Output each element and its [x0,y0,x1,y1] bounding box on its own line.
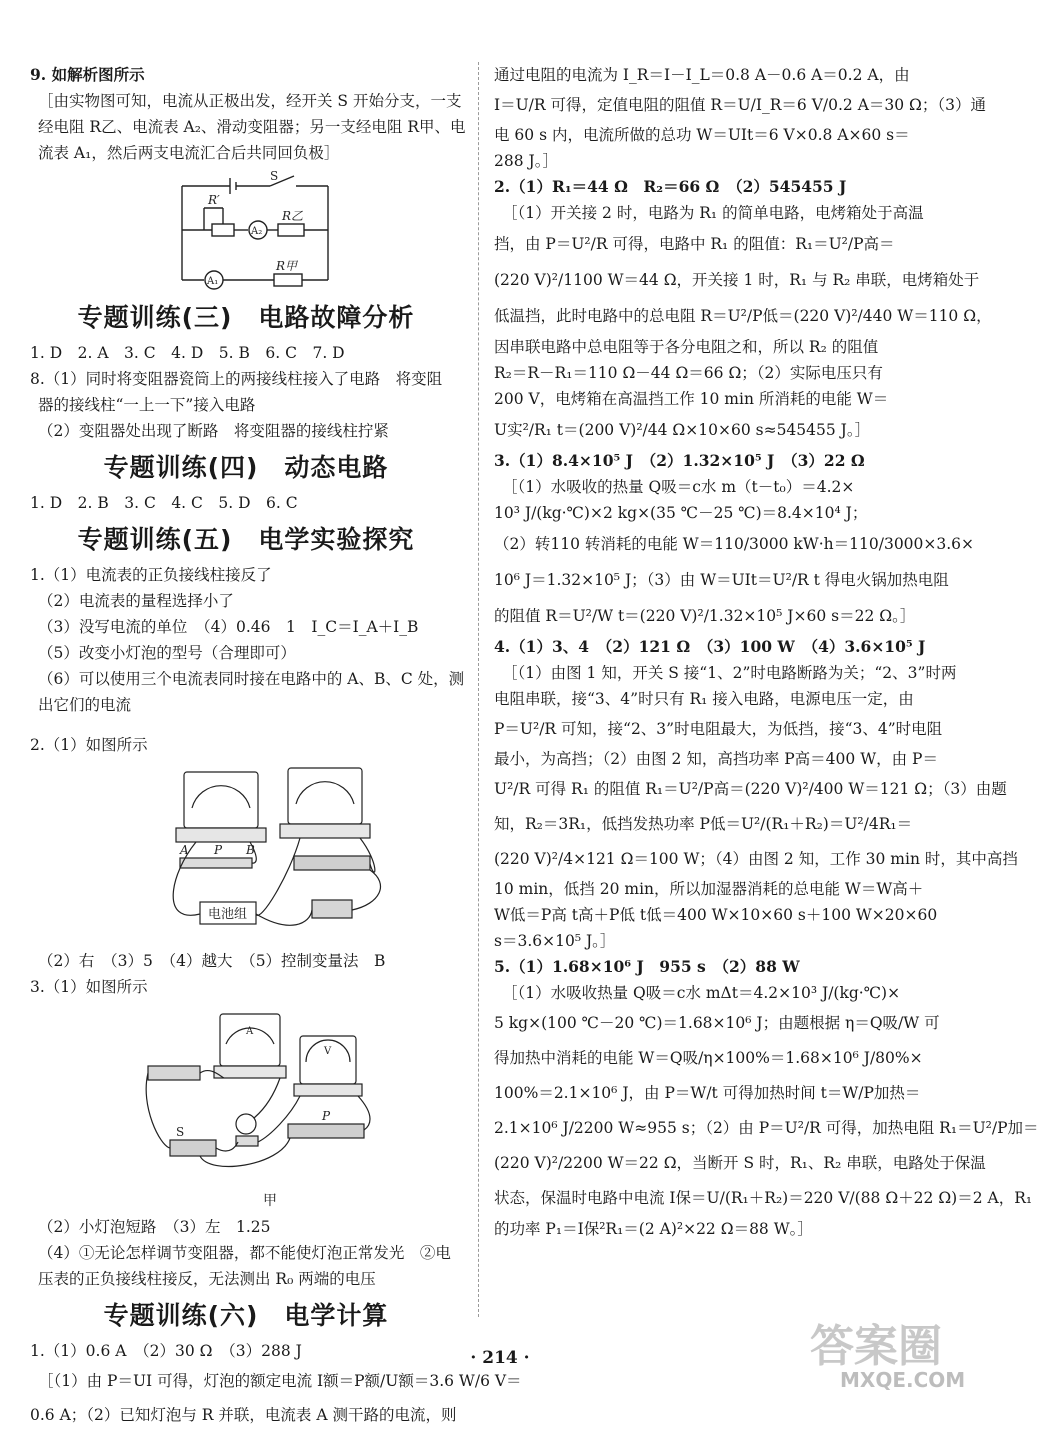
right-line: 10⁶ J＝1.32×10⁵ J；（3）由 W＝UIt＝U²/R t 得电火锅加热电阻 [494,571,949,589]
right-column [494,62,1039,1242]
section-5-q2-1: 2.（1）如图所示 [30,736,148,754]
label-switch: S [270,169,279,183]
label-rprime: R′ [208,193,220,207]
right-line: 10 min，低挡 20 min，所以加湿器消耗的总电能 W＝W高＋ [494,880,924,898]
right-line: (220 V)²/2200 W＝22 Ω，当断开 S 时，R₁、R₂ 串联，电路处于保温 [494,1154,986,1172]
right-line: I＝U/R 可得，定值电阻的阻值 R＝U/I_R＝6 V/0.2 A＝30 Ω；（3）通 [494,96,987,114]
section-5-q1-2: （2）电流表的量程选择小了 [38,592,234,610]
q9-explain-2: 经电阻 R乙、电流表 A₂、滑动变阻器；另一支经电阻 R甲、电 [38,118,466,136]
section-3-q8-2: 器的接线柱“一上一下”接入电路 [38,396,256,414]
right-line: 状态，保温时电路中电流 I保＝U/(R₁＋R₂)＝220 V/(88 Ω＋22 Ω)＝2 A，R₁ [494,1189,1033,1207]
fig2-label-a: A [180,843,189,857]
label-a2: A₂ [251,226,263,237]
right-line: 2.1×10⁶ J/2200 W≈955 s；（2）由 P＝U²/R 可得，加热电阻 R₁＝U²/P加＝ [494,1119,1039,1137]
experiment-figure-2-svg [140,764,400,940]
right-line: 100%＝2.1×10⁶ J，由 P＝W/t 可得加热时间 t＝W/P加热＝ [494,1084,921,1102]
section-5-q3-2: （2）小灯泡短路 （3）左 1.25 [38,1218,271,1236]
q9-explain-3: 流表 A₁，然后两支电流汇合后共同回负极］ [38,144,340,162]
right-line: 288 J。］ [494,152,558,170]
section-5-title: 专题训练(五) 电学实验探究 [77,525,415,554]
section-4-title: 专题训练(四) 动态电路 [103,453,389,482]
right-line: P＝U²/R 可知，接“2、3”时电阻最大，为低挡，接“3、4”时电阻 [494,720,943,738]
section-6-title: 专题训练(六) 电学计算 [103,1301,389,1330]
q9-heading: 9. 如解析图所示 [30,65,145,84]
fig3-label-p: P [322,1109,331,1123]
circuit-diagram [170,169,462,292]
section-5-q3-3: （4）①无论怎样调节变阻器，都不能使灯泡正常发光 ②电 [38,1244,451,1262]
section-5-q1-4: （5）改变小灯泡的型号（合理即可） [38,644,296,662]
section-5-q1-5: （6）可以使用三个电流表同时接在电路中的 A、B、C 处，测 [38,670,465,688]
section-3-title: 专题训练(三) 电路故障分析 [77,303,415,332]
right-line: 最小，为高挡；（2）由图 2 知，高挡功率 P高＝400 W，由 P＝ [494,750,938,768]
right-line: 2.（1）R₁＝44 Ω R₂＝66 Ω （2）545455 J [494,177,847,196]
section-5-q2-2: （2）右 （3）5 （4）越大 （5）控制变量法 B [38,952,386,970]
right-line: 知，R₂＝3R₁，低挡发热功率 P低＝U²/(R₁＋R₂)＝U²/4R₁＝ [494,815,913,833]
right-line: 5 kg×(100 ℃－20 ℃)＝1.68×10⁶ J；由题根据 η＝Q吸/W 可 [494,1014,940,1032]
circuit-diagram-svg [170,169,340,290]
right-line: (220 V)²/4×121 Ω＝100 W；（4）由图 2 知，工作 30 min 时，其中高挡 [494,850,1018,868]
right-line: ［（1）水吸收的热量 Q吸＝c水 m（t－t₀）＝4.2× [502,478,855,496]
section-3-q8-1: 8.（1）同时将变阻器瓷筒上的两接线柱接入了电路 将变阻 [30,370,443,388]
right-line: ［（1）由图 1 知，开关 S 接“1、2”时电路断路为关；“2、3”时两 [502,664,957,682]
right-line: 因串联电路中总电阻等于各分电阻之和，所以 R₂ 的阻值 [494,338,879,356]
watermark-logo-text: 答案圈 [810,1321,942,1372]
fig2-label-p: P [214,843,223,857]
fig2-label-battery: 电池组 [208,907,248,922]
page-number: · 214 · [470,1348,530,1368]
right-line: R₂＝R－R₁＝110 Ω－44 Ω＝66 Ω；（2）实际电压只有 [494,364,883,382]
fig3-label-v: V [324,1046,332,1057]
column-divider [478,62,480,1317]
experiment-figure-3-svg [140,1006,380,1180]
right-line: 4.（1）3、4 （2）121 Ω （3）100 W （4）3.6×10⁵ J [494,637,926,656]
right-line: （2）转110 转消耗的电能 W＝110/3000 kW·h＝110/3000×3.6× [494,535,975,553]
section-5-q1-3: （3）没写电流的单位 （4）0.46 1 I_C＝I_A＋I_B [38,618,419,636]
section-6-q1-3: 0.6 A；（2）已知灯泡与 R 并联，电流表 A 测干路的电流，则 [30,1406,457,1424]
label-ryi: R乙 [282,209,304,223]
right-line: W低＝P高 t高＋P低 t低＝400 W×10×60 s＋100 W×20×60 [494,906,938,924]
fig3-label-a: A [246,1026,254,1037]
watermark-logo [800,1315,980,1395]
right-line: (220 V)²/1100 W＝44 Ω，开关接 1 时，R₁ 与 R₂ 串联，电烤箱处于 [494,271,980,289]
q9-explain-1: ［由实物图可知，电流从正极出发，经开关 S 开始分支，一支 [38,92,462,110]
section-3-q8-3: （2）变阻器处出现了断路 将变阻器的接线柱拧紧 [38,422,389,440]
right-line: 的阻值 R＝U²/W t＝(220 V)²/1.32×10⁵ J×60 s＝22 Ω。］ [494,607,916,625]
right-line: 5.（1）1.68×10⁶ J 955 s （2）88 W [494,957,800,976]
section-4-answers: 1. D 2. B 3. C 4. C 5. D 6. C [30,494,298,512]
section-5-q1-6: 出它们的电流 [38,696,132,714]
right-line: s＝3.6×10⁵ J。］ [494,932,616,950]
label-a1: A₁ [207,276,219,287]
right-line: 通过电阻的电流为 I_R＝I－I_L＝0.8 A－0.6 A＝0.2 A，由 [494,66,910,84]
right-line: 的功率 P₁＝I保²R₁＝(2 A)²×22 Ω＝88 W。］ [494,1220,813,1238]
right-line: 得加热中消耗的电能 W＝Q吸/η×100%＝1.68×10⁶ J/80%× [494,1049,923,1067]
right-line: 电阻串联，接“3、4”时只有 R₁ 接入电路，电源电压一定，由 [494,690,914,708]
watermark-url: MXQE.COM [840,1368,966,1392]
section-5-q1-1: 1.（1）电流表的正负接线柱接反了 [30,566,272,584]
label-rjia: R甲 [276,259,298,273]
section-6-q1-1: 1.（1）0.6 A （2）30 Ω （3）288 J [30,1342,302,1360]
fig3-caption: 甲 [263,1193,277,1209]
right-line: 电 60 s 内，电流所做的总功 W＝UIt＝6 V×0.8 A×60 s＝ [494,126,910,144]
right-line: 10³ J/(kg·℃)×2 kg×(35 ℃－25 ℃)＝8.4×10⁴ J； [494,504,868,522]
right-line: U²/R 可得 R₁ 的阻值 R₁＝U²/P高＝(220 V)²/400 W＝121 Ω；（3）由题 [494,780,1007,798]
section-3-answers: 1. D 2. A 3. C 4. D 5. B 6. C 7. D [30,344,345,362]
right-line: ［（1）开关接 2 时，电路为 R₁ 的简单电路，电烤箱处于高温 [502,204,924,222]
right-line: 低温挡，此时电路中的总电阻 R＝U²/P低＝(220 V)²/440 W＝110 Ω， [494,307,992,325]
right-line: ［（1）水吸收热量 Q吸＝c水 mΔt＝4.2×10³ J/(kg·℃)× [502,984,901,1002]
fig3-label-s: S [176,1125,185,1139]
right-line: 200 V，电烤箱在高温挡工作 10 min 所消耗的电能 W＝ [494,390,889,408]
section-5-q3-4: 压表的正负接线柱接反，无法测出 R₀ 两端的电压 [38,1270,376,1288]
experiment-figure-3 [140,1006,462,1182]
right-line: 3.（1）8.4×10⁵ J （2）1.32×10⁵ J （3）22 Ω [494,451,865,470]
section-6-q1-2: ［（1）由 P＝UI 可得，灯泡的额定电流 I额＝P额/U额＝3.6 W/6 V＝ [38,1372,522,1390]
right-line: U实²/R₁ t＝(200 V)²/44 Ω×10×60 s≈545455 J。］ [494,421,871,439]
experiment-figure-2 [140,764,462,942]
fig2-label-b: B [246,843,255,857]
section-5-q3-1: 3.（1）如图所示 [30,978,148,996]
right-line: 挡，由 P＝U²/R 可得，电路中 R₁ 的阻值：R₁＝U²/P高＝ [494,235,895,253]
